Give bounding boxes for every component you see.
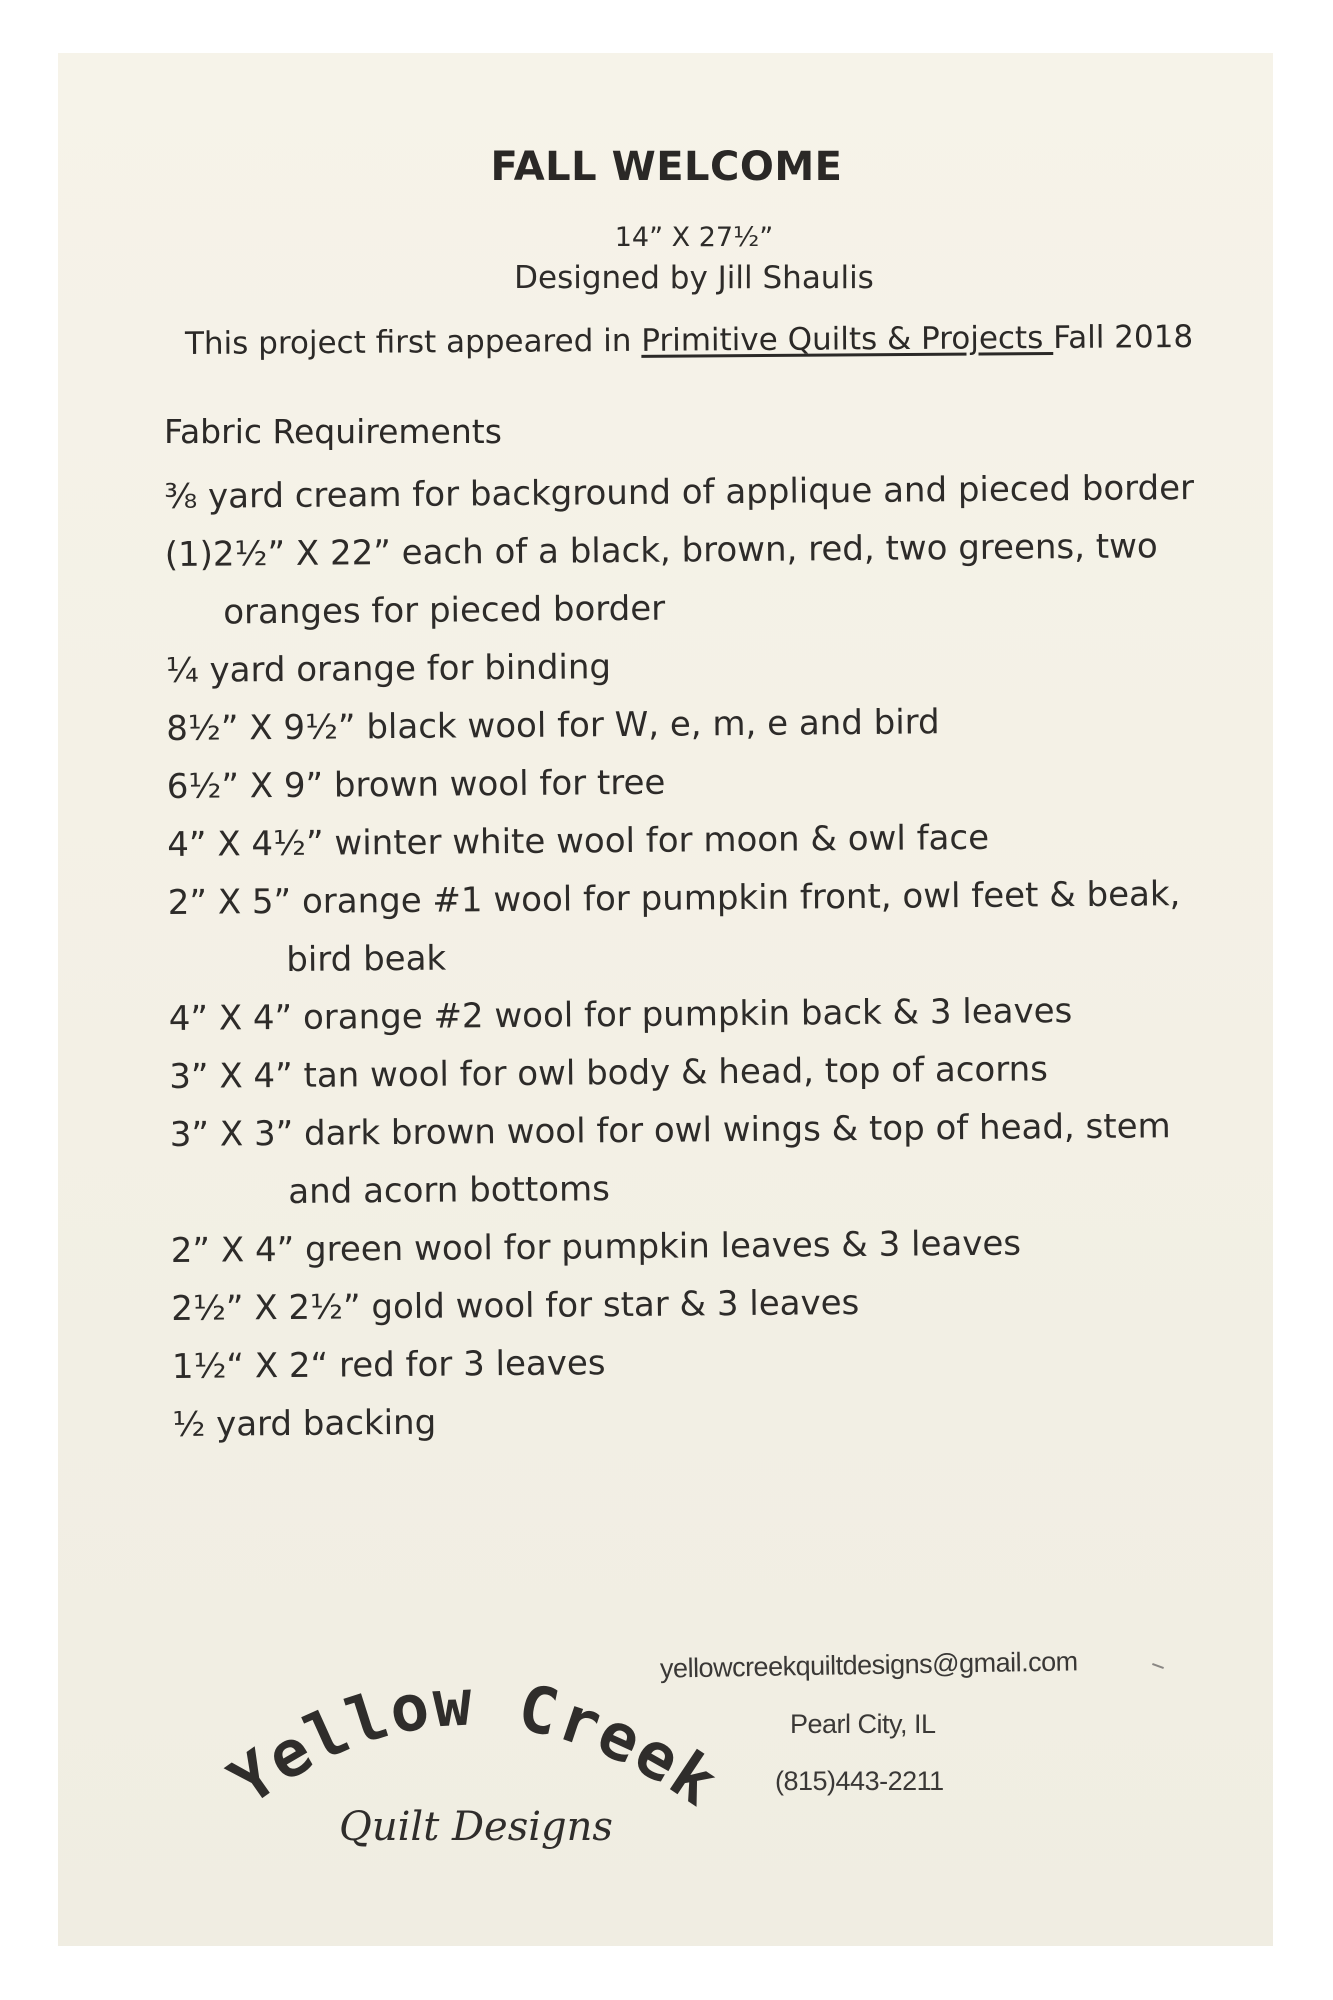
requirement-item: ¼ yard orange for binding [165,647,612,691]
requirement-item: 4” X 4” orange #2 wool for pumpkin back & 3 leaves [168,991,1073,1039]
contact-email[interactable]: yellowcreekquiltdesigns@gmail.com [659,1646,1078,1684]
designer-credit: Designed by Jill Shaulis [514,260,874,296]
requirement-item: 3” X 4” tan wool for owl body & head, top of acorns [169,1049,1049,1097]
fabric-requirements-heading: Fabric Requirements [164,412,502,451]
publication-prefix: This project first appeared in [184,322,642,362]
requirement-item: 1½“ X 2“ red for 3 leaves [171,1343,606,1387]
requirement-item: 8½” X 9½” black wool for W, e, m, e and bird [166,702,940,749]
requirement-item: (1)2½” X 22” each of a black, brown, red, two greens, two oranges for pieced border [164,526,1158,633]
requirement-item: 2” X 5” orange #1 wool for pumpkin front, owl feet & beak, bird beak [167,874,1181,980]
yellow-creek-logo [214,1640,734,1890]
fabric-requirements-list [164,459,1243,1454]
logo-artwork [214,1640,734,1890]
contact-city: Pearl City, IL [790,1709,936,1739]
requirement-item: 2½” X 2½” gold wool for star & 3 leaves [171,1282,860,1329]
publication-note [185,319,1193,362]
requirement-item: 6½” X 9” brown wool for tree [166,762,666,807]
logo-line-2: Quilt Designs [339,1804,613,1850]
publication-name: Primitive Quilts & Projects [641,319,1054,359]
publication-issue: Fall 2018 [1053,318,1194,356]
requirement-item: 4” X 4½” winter white wool for moon & owl face [167,817,990,865]
finished-size: 14” X 27½” [614,222,774,253]
requirement-item: 3” X 3” dark brown wool for owl wings & top of head, stem and acorn bottoms [169,1106,1171,1212]
logo-wordmark-arc [217,1666,731,1821]
requirement-item: 2” X 4” green wool for pumpkin leaves & 3 leaves [170,1223,1022,1271]
pattern-title: FALL WELCOME [490,144,843,190]
requirement-item: ½ yard backing [172,1402,437,1445]
logo-line-1: Yellow Creek [216,1666,732,1822]
contact-phone[interactable]: (815)443-2211 [775,1766,944,1796]
requirement-item: ⅜ yard cream for background of applique and pieced border [164,468,1195,517]
